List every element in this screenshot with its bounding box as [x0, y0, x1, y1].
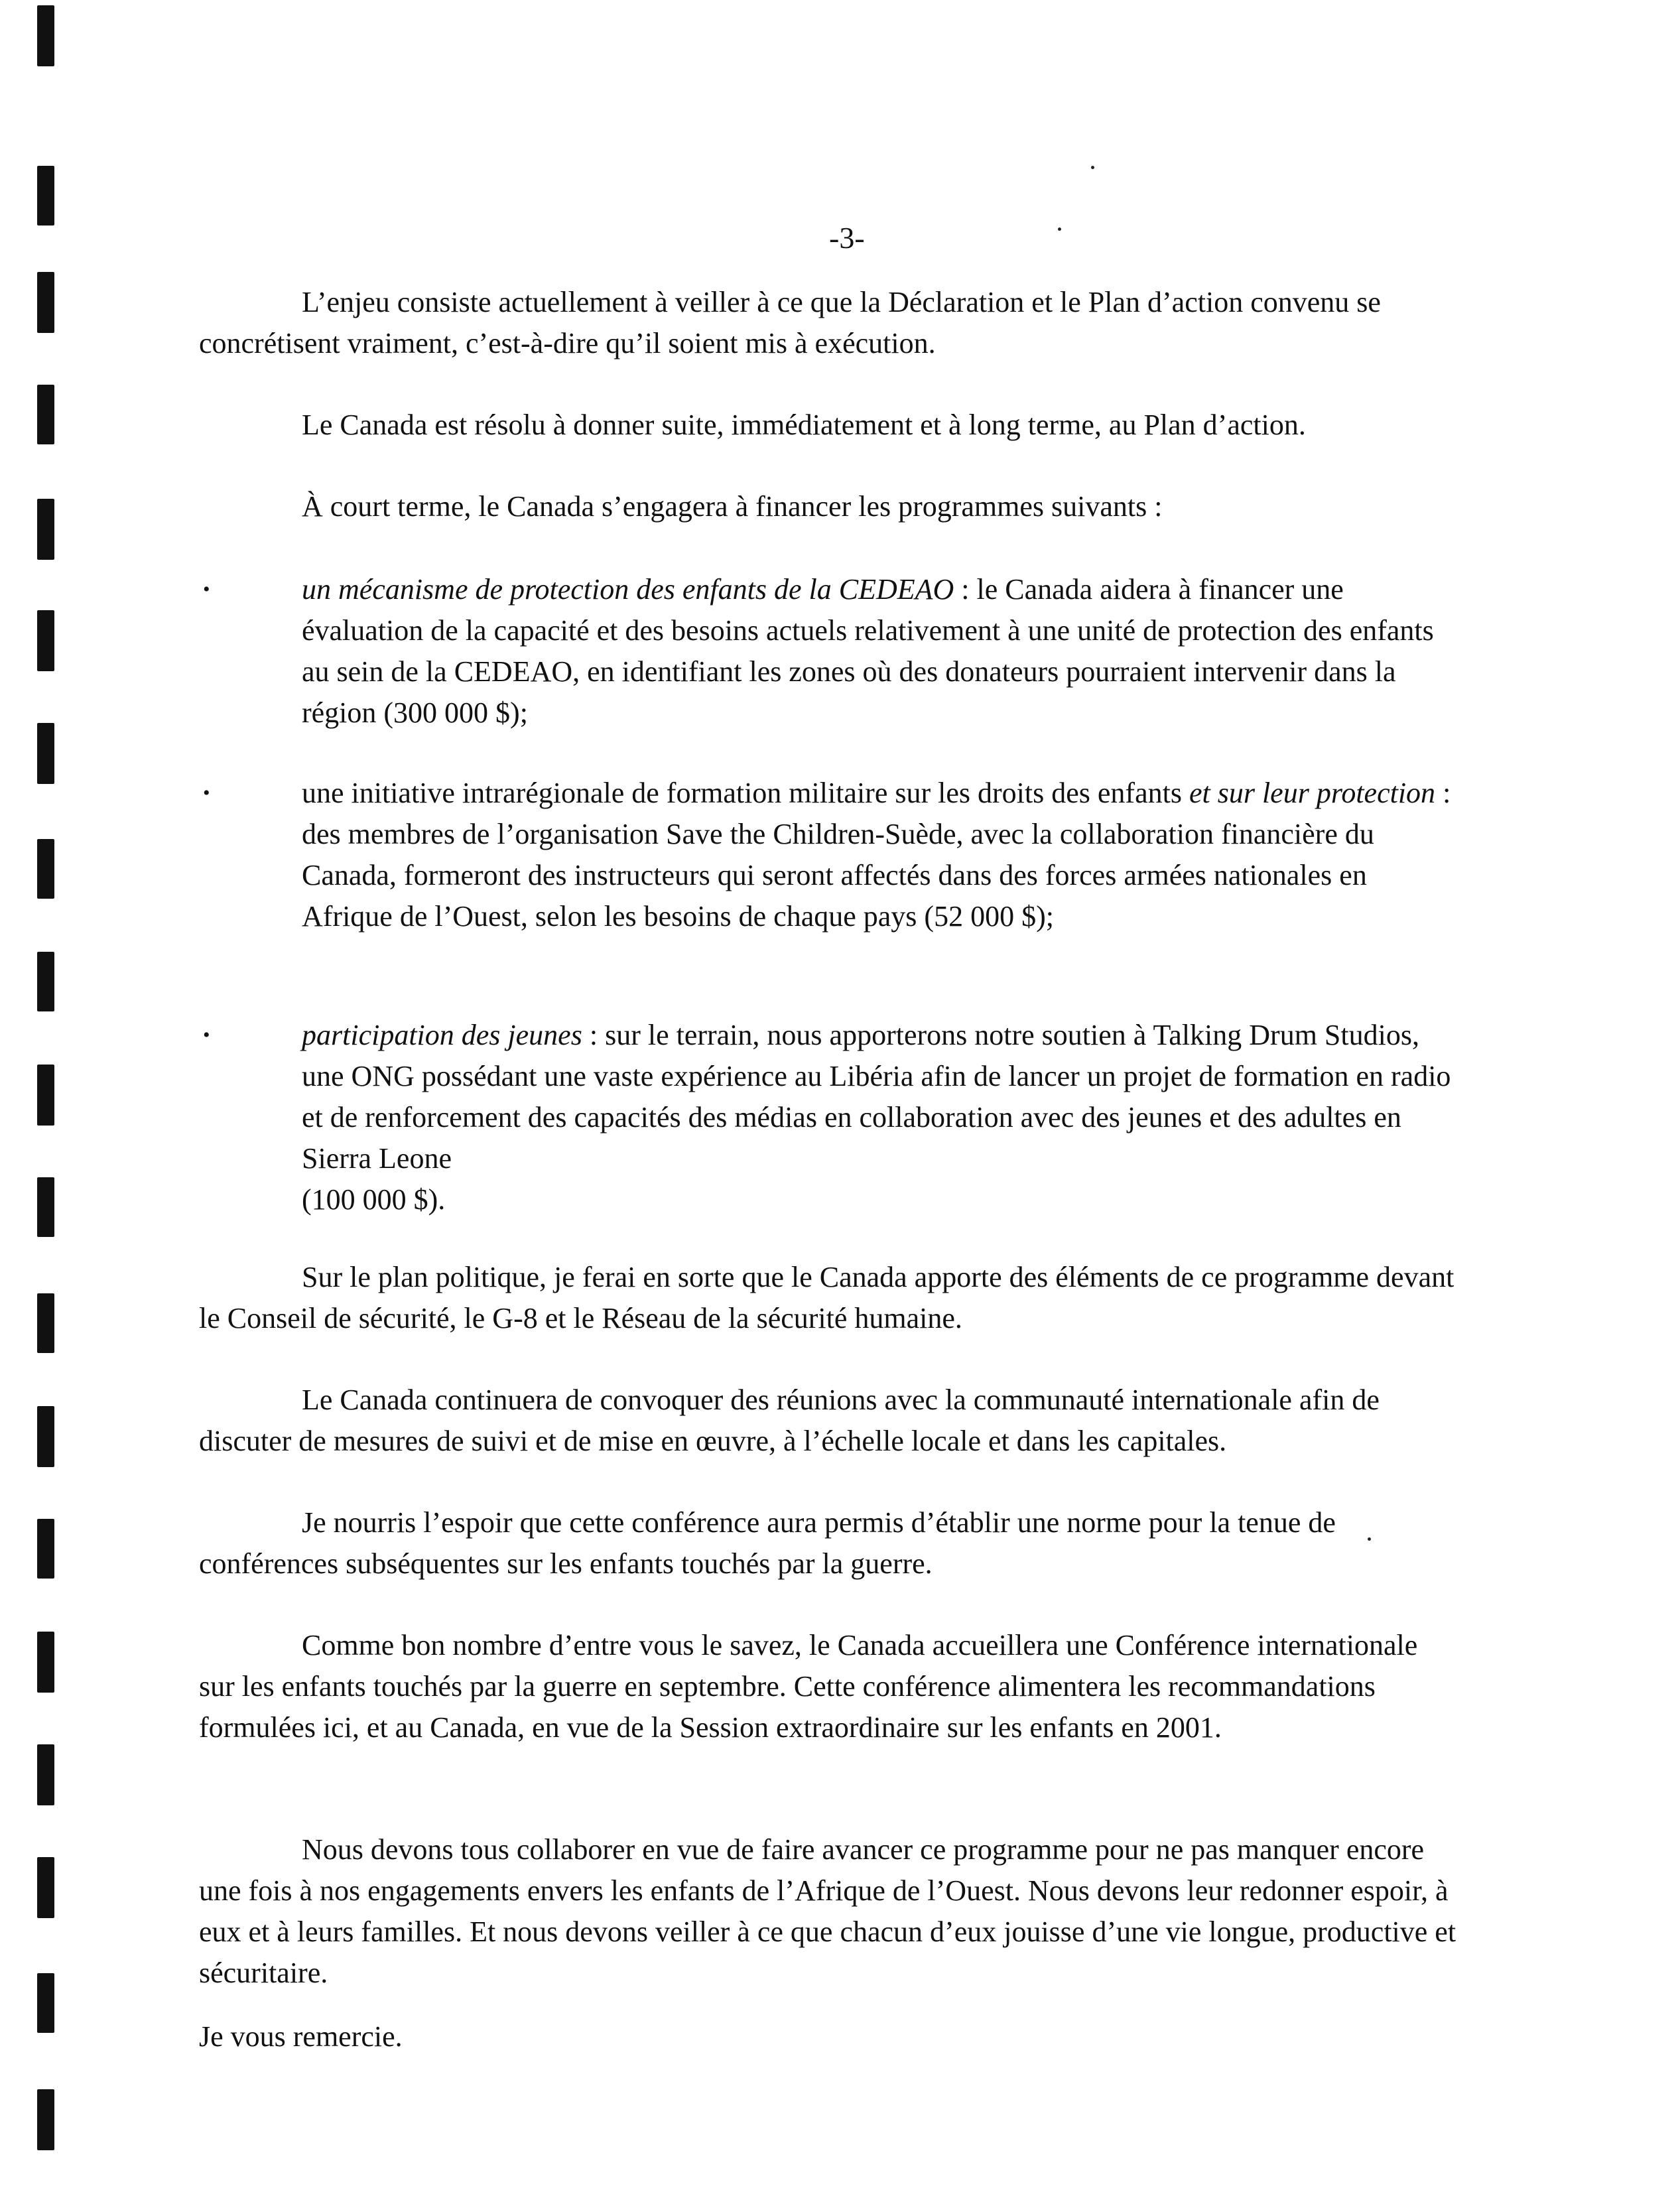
binder-mark [37, 1632, 54, 1693]
binder-mark [37, 952, 54, 1011]
bullet-marker: • [203, 782, 210, 804]
bullet-marker: • [203, 578, 210, 600]
paragraph-conference-internationale: Comme bon nombre d’entre vous le savez, le Canada accueillera une Conférence internationale sur les enfants touchés par la guerre en septembre. Cette conférence alimentera les recommandations formulées ici, et au Canada, en vue de la Session extraordinaire sur les enfants en 2001. [199, 1629, 1418, 1744]
binder-mark [37, 1519, 54, 1579]
bullet-text: : des membres de l’organisation Save the Children-Suède, avec la collaboration financière du Canada, formeront des instructeurs qui seront affectés dans des forces armées nationales en Afrique de l’Ouest, selon les besoins de chaque pays (52 000 $); [302, 777, 1451, 933]
closing-line: Je vous remercie. [199, 2020, 403, 2053]
binder-mark [37, 1406, 54, 1467]
bullet-item-participation-jeunes [199, 1015, 1459, 1220]
bullet-lead-tail: et sur leur protection [1189, 777, 1436, 809]
bullet-lead: un mécanisme de protection des enfants de la CEDEAO [302, 573, 954, 606]
bullet-body [302, 569, 1459, 734]
bullet-body [302, 773, 1459, 937]
bullet-lead: une initiative intrarégionale de formation militaire sur les droits des enfants [302, 777, 1189, 809]
paragraph-plan-politique: Sur le plan politique, je ferai en sorte que le Canada apporte des éléments de ce programme devant le Conseil de sécurité, le G-8 et le Réseau de la sécurité humaine. [199, 1261, 1454, 1334]
binder-mark [37, 1973, 54, 2033]
binder-mark [37, 499, 54, 560]
binder-mark [37, 1293, 54, 1353]
paragraph-canada-resolu: Le Canada est résolu à donner suite, immédiatement et à long terme, au Plan d’action. [302, 409, 1306, 441]
paragraph-convoquer-reunions: Le Canada continuera de convoquer des réunions avec la communauté internationale afin de discuter de mesures de suivi et de mise en œuvre, à l’échelle locale et dans les capitales. [199, 1384, 1380, 1457]
binder-mark [37, 166, 54, 226]
binder-mark [37, 1857, 54, 1918]
bullet-item-cedeao [199, 569, 1459, 734]
binder-mark [37, 723, 54, 784]
binder-mark [37, 839, 54, 899]
bullet-text: : sur le terrain, nous apporterons notre soutien à Talking Drum Studios, une ONG possédant une vaste expérience au Libéria afin de lancer un projet de formation en radio et de renforcement des capacités des médias en collaboration avec des jeunes et des adultes en Sierra Leone [302, 1019, 1451, 1175]
binder-mark [37, 5, 54, 66]
binder-mark [37, 272, 54, 333]
binder-mark [37, 1177, 54, 1237]
binder-mark [37, 610, 54, 671]
bullet-item-formation-militaire [199, 773, 1459, 937]
paragraph-enjeu: L’enjeu consiste actuellement à veiller à ce que la Déclaration et le Plan d’action convenu se concrétisent vraiment, c’est-à-dire qu’il soient mis à exécution. [199, 286, 1381, 359]
scan-speck [1058, 227, 1061, 231]
bullet-lead: participation des jeunes [302, 1019, 582, 1051]
paragraph-espoir-norme: Je nourris l’espoir que cette conférence aura permis d’établir une norme pour la tenue de conférences subséquentes sur les enfants touchés par la guerre. [199, 1506, 1336, 1580]
binder-mark [37, 1744, 54, 1805]
bullet-text: : le Canada aidera à financer une évaluation de la capacité et des besoins actuels relativement à une unité de protection des enfants au sein de la CEDEAO, en identifiant les zones où des donateurs pourraient intervenir dans la région (300 000 $); [302, 573, 1434, 729]
paragraph-court-terme: À court terme, le Canada s’engagera à financer les programmes suivants : [302, 490, 1163, 523]
binder-mark [37, 2089, 54, 2150]
bullet-marker: • [203, 1024, 210, 1046]
bullet-amount: (100 000 $). [302, 1183, 446, 1216]
page-number: -3- [829, 221, 865, 255]
binder-mark [37, 385, 54, 444]
binder-mark [37, 1065, 54, 1126]
scan-speck [1091, 166, 1094, 169]
paragraph-collaborer: Nous devons tous collaborer en vue de faire avancer ce programme pour ne pas manquer encore une fois à nos engagements envers les enfants de l’Afrique de l’Ouest. Nous devons leur redonner espoir, à eux et à leurs familles. Et nous devons veiller à ce que chacun d’eux jouisse d’une vie longue, productive et sécuritaire. [199, 1833, 1456, 1989]
bullet-body [302, 1015, 1459, 1220]
